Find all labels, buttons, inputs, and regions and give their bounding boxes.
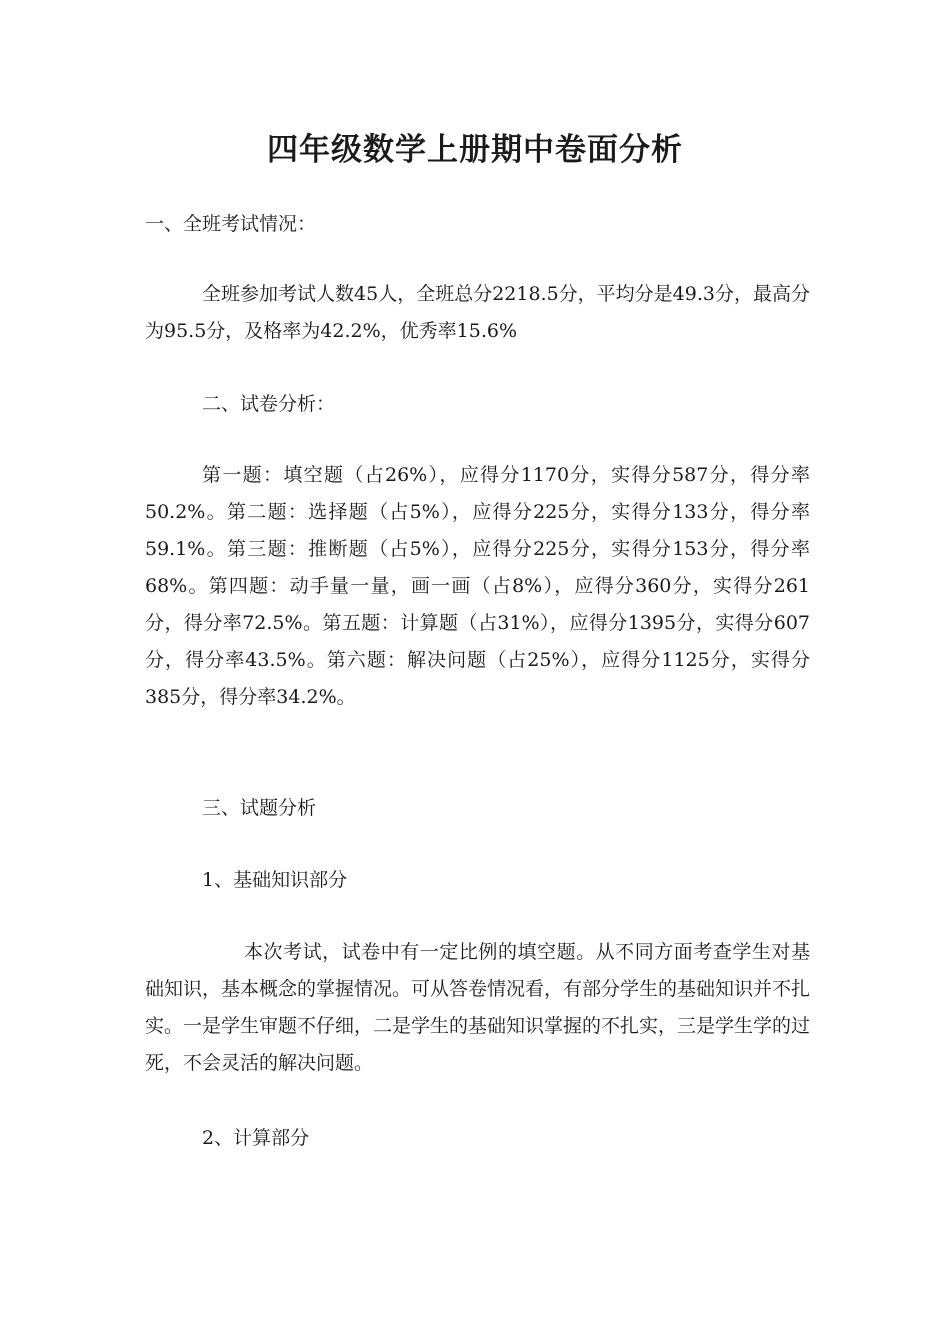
section2-heading: 二、试卷分析： [202,393,336,415]
section1-heading: 一、全班考试情况： [145,213,317,235]
subsection1-heading: 1、基础知识部分 [202,869,348,891]
section3-heading: 三、试题分析 [202,797,317,819]
subsection1-body: 本次考试，试卷中有一定比例的填空题。从不同方面考查学生对基础知识，基本概念的掌握情况。可从答卷情况看，有部分学生的基础知识并不扎实。一是学生审题不仔细，二是学生的基础知识掌握的不扎实，三是学生学的过死，不会灵活的解决问题。 [145,941,811,1074]
section1-body: 全班参加考试人数45人，全班总分2218.5分，平均分是49.3分，最高分为95.5分，及格率为42.2%，优秀率15.6% [145,283,810,342]
document-title: 四年级数学上册期中卷面分析 [267,132,683,168]
subsection2-heading: 2、计算部分 [202,1127,310,1149]
section2-body: 第一题：填空题（占26%），应得分1170分，实得分587分，得分率50.2%。第二题：选择题（占5%），应得分225分，实得分133分，得分率59.1%。第三题：推断题（占5%），应得分225分，实得分153分，得分率68%。第四题：动手量一量，画一画（占8%），应得分360分，实得分261分，得分率72.5%。第五题：计算题（占31%），应得分1395分，实得分607分，得分率43.5%。第六题：解决问题（占25%），应得分1125分，实得分385分，得分率34.2%。 [145,464,810,708]
